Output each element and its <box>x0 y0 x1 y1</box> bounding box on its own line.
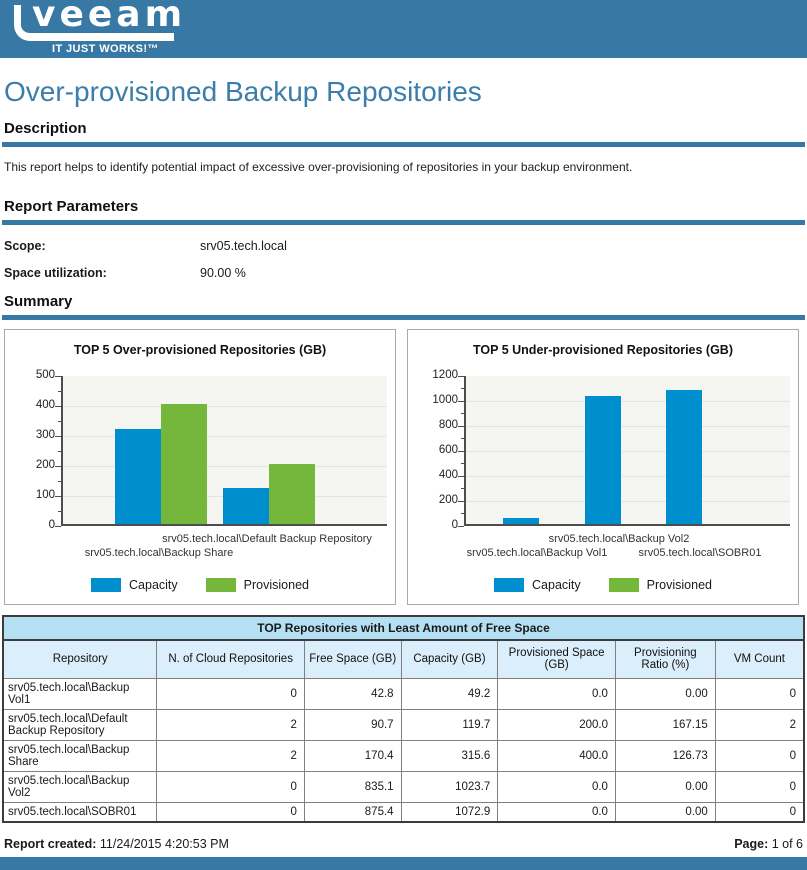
y-axis-tick-label: 800 <box>438 419 458 432</box>
parameter-value: 90.00 % <box>200 266 246 281</box>
provisioned-swatch-icon <box>609 578 639 592</box>
legend-label: Provisioned <box>646 578 712 593</box>
legend-label: Capacity <box>129 578 178 593</box>
table-row <box>3 709 804 740</box>
table-title-row <box>3 616 804 640</box>
bar-provisioned <box>269 464 315 524</box>
chart-title: TOP 5 Over-provisioned Repositories (GB) <box>73 343 327 358</box>
y-axis-minor-tick <box>58 481 61 482</box>
y-axis-minor-tick <box>58 451 61 452</box>
y-axis-tick-label: 400 <box>35 399 55 412</box>
overprovisioned-chart <box>4 329 396 605</box>
summary-heading: Summary <box>4 293 73 311</box>
y-axis-tick <box>458 501 464 502</box>
cell-value: 42.8 <box>304 678 401 709</box>
repository-name: srv05.tech.local\SOBR01 <box>3 802 157 822</box>
cell-value: 0.00 <box>615 771 715 802</box>
repository-name: srv05.tech.local\Backup Vol1 <box>3 678 157 709</box>
report-footer <box>4 837 803 851</box>
y-axis-tick-label: 1000 <box>432 394 458 407</box>
x-axis-label: srv05.tech.local\Default Backup Repository <box>162 533 372 546</box>
description-text: This report helps to identify potential impact of excessive over-provisioning of repositories in your backup environment. <box>4 160 633 175</box>
cell-value: 2 <box>157 740 305 771</box>
parameters-heading: Report Parameters <box>4 198 139 216</box>
table-title: TOP Repositories with Least Amount of Free Space <box>3 616 804 640</box>
cell-value: 1072.9 <box>401 802 498 822</box>
cell-value: 170.4 <box>304 740 401 771</box>
x-axis-label: srv05.tech.local\Backup Vol1 <box>466 547 608 560</box>
y-axis-tick-label: 200 <box>35 459 55 472</box>
column-header: Provisioned Space (GB) <box>498 640 616 678</box>
column-header: Provisioning Ratio (%) <box>615 640 715 678</box>
y-axis-minor-tick <box>461 438 464 439</box>
cell-value: 119.7 <box>401 709 498 740</box>
page-label: Page: <box>734 836 769 851</box>
section-divider <box>2 220 805 225</box>
y-axis-tick <box>458 376 464 377</box>
cell-value: 2 <box>157 709 305 740</box>
gridline <box>466 501 790 502</box>
section-divider <box>2 142 805 147</box>
y-axis-tick-label: 1200 <box>432 369 458 382</box>
y-axis-minor-tick <box>461 488 464 489</box>
chart-legend <box>5 578 395 592</box>
gridline <box>466 451 790 452</box>
chart-plot-area <box>35 369 387 532</box>
capacity-swatch-icon <box>494 578 524 592</box>
y-axis-tick-label: 300 <box>35 429 55 442</box>
y-axis-tick <box>458 426 464 427</box>
capacity-swatch-icon <box>91 578 121 592</box>
cell-value: 126.73 <box>615 740 715 771</box>
bar-capacity <box>115 429 161 524</box>
cell-value: 200.0 <box>498 709 616 740</box>
y-axis-minor-tick <box>461 513 464 514</box>
y-axis-tick <box>458 451 464 452</box>
cell-value: 90.7 <box>304 709 401 740</box>
provisioned-swatch-icon <box>206 578 236 592</box>
cell-value: 315.6 <box>401 740 498 771</box>
y-axis-minor-tick <box>58 511 61 512</box>
y-axis-minor-tick <box>461 388 464 389</box>
y-axis-tick <box>458 401 464 402</box>
cell-value: 167.15 <box>615 709 715 740</box>
cell-value: 0 <box>715 740 804 771</box>
chart-plot-area <box>432 369 790 532</box>
y-axis-tick-label: 100 <box>35 489 55 502</box>
cell-value: 49.2 <box>401 678 498 709</box>
legend-item <box>206 578 309 592</box>
gridline <box>63 406 387 407</box>
cell-value: 0 <box>715 678 804 709</box>
cell-value: 835.1 <box>304 771 401 802</box>
x-axis-labels <box>61 530 387 566</box>
bar-provisioned <box>161 404 207 524</box>
parameter-label: Scope: <box>4 239 46 254</box>
report-created-label: Report created: <box>4 836 97 851</box>
y-axis-minor-tick <box>461 413 464 414</box>
parameter-label: Space utilization: <box>4 266 107 281</box>
y-axis-tick <box>55 466 61 467</box>
chart-legend <box>408 578 798 592</box>
footer-bar <box>0 857 807 870</box>
y-axis-tick <box>55 376 61 377</box>
cell-value: 0.00 <box>615 678 715 709</box>
y-axis-tick-label: 0 <box>48 519 55 532</box>
y-axis-tick <box>458 476 464 477</box>
bar-capacity <box>503 518 539 524</box>
section-divider <box>2 315 805 320</box>
cell-value: 0 <box>715 802 804 822</box>
header-banner <box>0 0 807 58</box>
x-axis-label: srv05.tech.local\SOBR01 <box>638 547 762 560</box>
cell-value: 0.0 <box>498 678 616 709</box>
y-axis-tick-label: 600 <box>438 444 458 457</box>
gridline <box>63 466 387 467</box>
bar-capacity <box>666 390 702 524</box>
legend-label: Provisioned <box>243 578 309 593</box>
veeam-logo <box>8 0 193 58</box>
table-row <box>3 771 804 802</box>
legend-item <box>494 578 581 592</box>
cell-value: 0.00 <box>615 802 715 822</box>
gridline <box>466 476 790 477</box>
column-header: Free Space (GB) <box>304 640 401 678</box>
cell-value: 0 <box>157 802 305 822</box>
cell-value: 0.0 <box>498 802 616 822</box>
gridline <box>466 426 790 427</box>
y-axis-tick-label: 0 <box>451 519 458 532</box>
gridline <box>466 401 790 402</box>
y-axis-tick <box>55 526 61 527</box>
page-indicator <box>734 837 803 851</box>
column-header: Repository <box>3 640 157 678</box>
column-header: VM Count <box>715 640 804 678</box>
y-axis-tick-label: 500 <box>35 369 55 382</box>
chart-title: TOP 5 Under-provisioned Repositories (GB) <box>473 343 733 358</box>
bar-capacity <box>223 488 269 524</box>
column-header: N. of Cloud Repositories <box>157 640 305 678</box>
x-axis-labels <box>464 530 790 566</box>
parameter-row <box>4 266 803 280</box>
parameters-list <box>4 239 803 280</box>
parameter-row <box>4 239 803 253</box>
y-axis-minor-tick <box>58 421 61 422</box>
y-axis-minor-tick <box>461 463 464 464</box>
cell-value: 0 <box>715 771 804 802</box>
bar-capacity <box>585 396 621 524</box>
y-axis-tick <box>55 436 61 437</box>
table-row <box>3 740 804 771</box>
repository-name: srv05.tech.local\Backup Vol2 <box>3 771 157 802</box>
x-axis-label: srv05.tech.local\Backup Vol2 <box>548 533 690 546</box>
y-axis-tick <box>55 496 61 497</box>
gridline <box>63 436 387 437</box>
legend-item <box>91 578 178 592</box>
column-header: Capacity (GB) <box>401 640 498 678</box>
table-header-row <box>3 640 804 678</box>
repositories-table <box>2 615 805 823</box>
cell-value: 1023.7 <box>401 771 498 802</box>
table-row <box>3 802 804 822</box>
summary-charts <box>4 329 803 605</box>
cell-value: 0 <box>157 678 305 709</box>
x-axis-label: srv05.tech.local\Backup Share <box>84 547 234 560</box>
cell-value: 0 <box>157 771 305 802</box>
cell-value: 875.4 <box>304 802 401 822</box>
cell-value: 400.0 <box>498 740 616 771</box>
logo-tagline: IT JUST WORKS!™ <box>52 43 159 55</box>
y-axis-tick <box>55 406 61 407</box>
legend-label: Capacity <box>532 578 581 593</box>
table-row <box>3 678 804 709</box>
y-axis-tick-label: 200 <box>438 494 458 507</box>
repository-name: srv05.tech.local\Backup Share <box>3 740 157 771</box>
cell-value: 2 <box>715 709 804 740</box>
underprovisioned-chart <box>407 329 799 605</box>
legend-item <box>609 578 712 592</box>
y-axis-tick-label: 400 <box>438 469 458 482</box>
y-axis-tick <box>458 526 464 527</box>
repository-name: srv05.tech.local\Default Backup Repository <box>3 709 157 740</box>
parameter-value: srv05.tech.local <box>200 239 287 254</box>
logo-text: veeam <box>32 0 187 35</box>
page-title: Over-provisioned Backup Repositories <box>4 76 482 107</box>
report-created <box>4 837 229 851</box>
page-value: 1 of 6 <box>771 836 803 851</box>
y-axis-minor-tick <box>58 391 61 392</box>
description-heading: Description <box>4 120 87 138</box>
cell-value: 0.0 <box>498 771 616 802</box>
report-created-value: 11/24/2015 4:20:53 PM <box>99 836 229 851</box>
